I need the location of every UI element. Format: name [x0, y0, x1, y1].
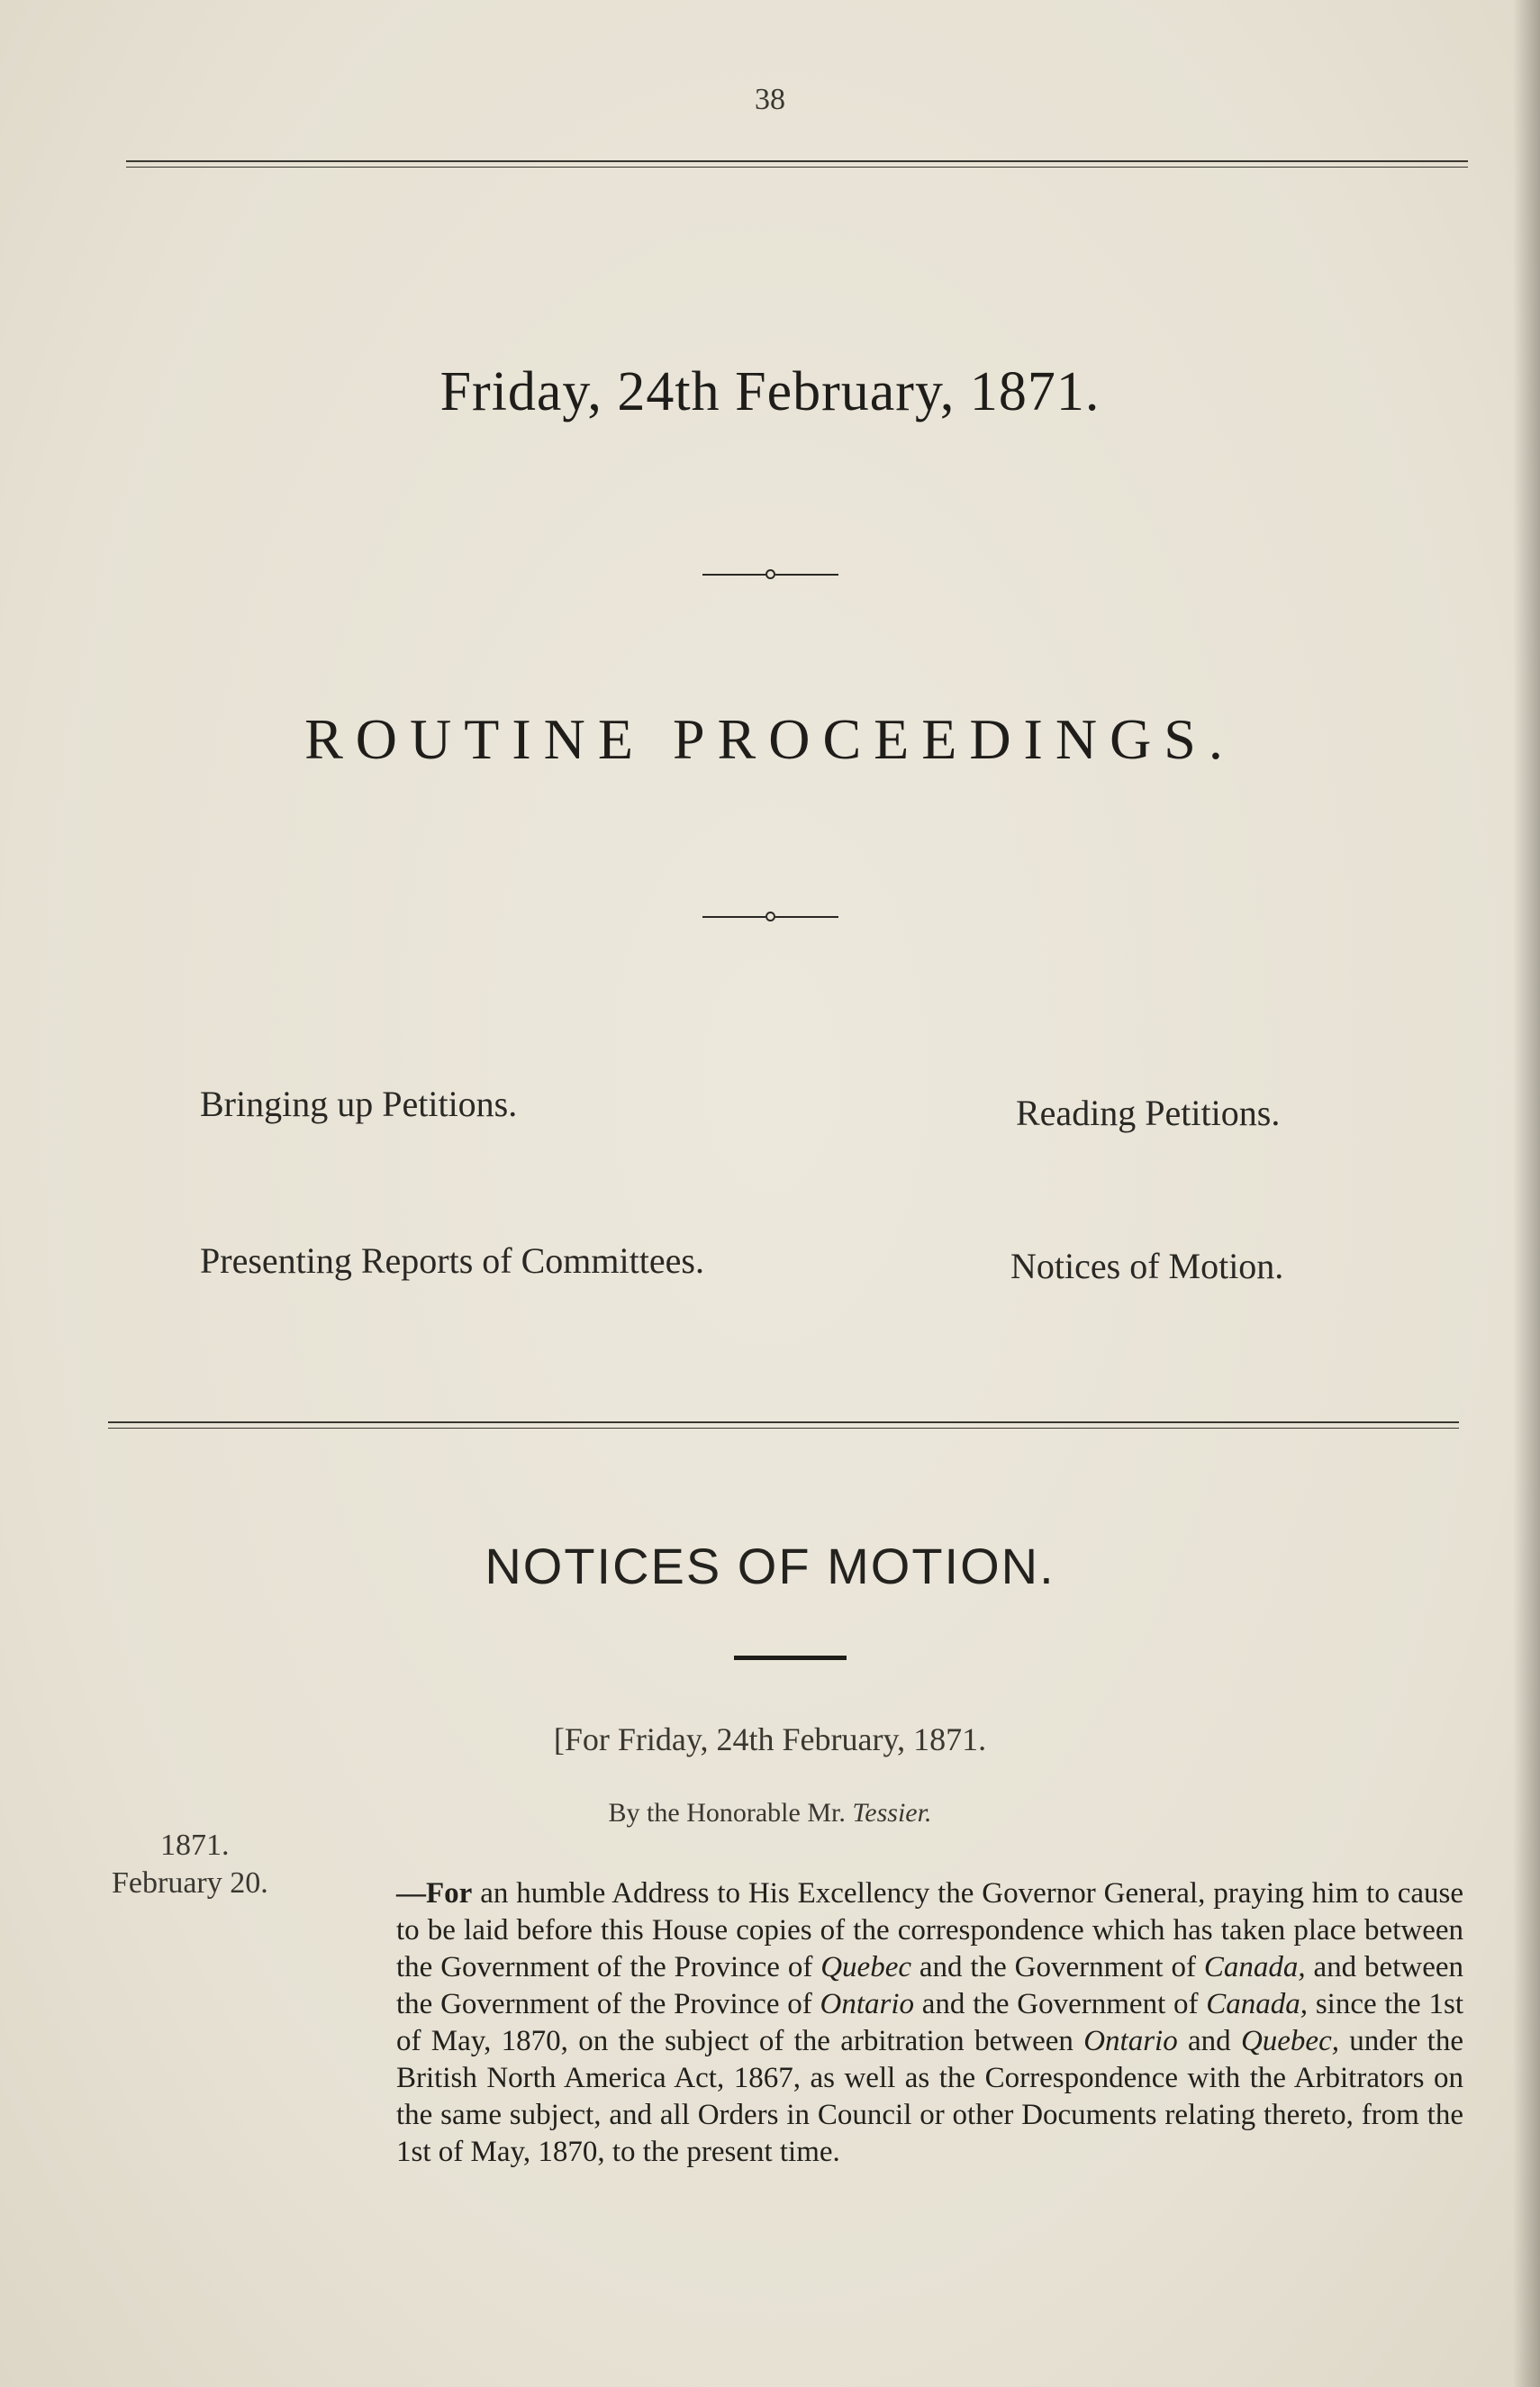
motion-text-italic: Quebec,: [1240, 2025, 1339, 2057]
binding-gutter-shadow: [1513, 0, 1540, 2387]
motion-text-italic: Canada,: [1206, 1988, 1309, 2020]
routine-item-reading-petitions: Reading Petitions.: [1016, 1093, 1281, 1133]
motion-text-part: since the 1st of May, 1870, on the subject of the arbitration between: [396, 1988, 1463, 2057]
routine-item-notices-of-motion: Notices of Motion.: [1010, 1246, 1284, 1286]
member-name: Tessier.: [852, 1798, 932, 1828]
motion-text-part: an humble Address to His Excellency the Governor General, praying him to cause to be laid before this House copies of the correspondence which has taken place between the Government of the Province of: [396, 1877, 1463, 1983]
motion-text-part: and: [1177, 2025, 1241, 2057]
middle-double-rule: [108, 1421, 1459, 1429]
motion-text: [396, 1875, 1463, 2171]
motion-text-italic: Ontario: [1083, 2025, 1178, 2057]
motion-text-part: and the Government of: [914, 1988, 1207, 2020]
motion-lead: —For: [396, 1877, 473, 1910]
by-line: [0, 1798, 1540, 1829]
routine-item-presenting-reports: Presenting Reports of Committees.: [200, 1240, 704, 1281]
motion-text-part: and the Government of: [911, 1951, 1204, 1983]
routine-item-bringing-up-petitions: Bringing up Petitions.: [200, 1084, 518, 1124]
routine-proceedings-heading: ROUTINE PROCEEDINGS.: [304, 707, 1236, 771]
motion-text-part: and between the Government of the Province of: [396, 1951, 1463, 2020]
page-number: 38: [755, 83, 785, 116]
margin-date: February 20.: [112, 1866, 268, 1900]
motion-text-part: under the British North America Act, 1867, as well as the Correspondence with the Arbitrators on the same subject, and all Orders in Council or other Documents relating thereto, from the 1st of May, 1870, to the present time.: [396, 2025, 1463, 2168]
top-double-rule: [126, 160, 1468, 168]
motion-text-italic: Canada,: [1203, 1951, 1306, 1983]
for-date-line: [For Friday, 24th February, 1871.: [553, 1721, 987, 1757]
short-divider-bar: [734, 1656, 847, 1660]
margin-year: 1871.: [160, 1829, 230, 1862]
ornament-divider: [0, 569, 1540, 579]
motion-text-italic: Ontario: [820, 1988, 915, 2020]
notices-of-motion-heading: NOTICES OF MOTION.: [485, 1538, 1055, 1594]
date-heading: Friday, 24th February, 1871.: [439, 361, 1101, 422]
ornament-divider: [0, 912, 1540, 921]
motion-text-italic: Quebec: [820, 1951, 911, 1983]
by-prefix: By the Honorable Mr.: [608, 1798, 846, 1828]
